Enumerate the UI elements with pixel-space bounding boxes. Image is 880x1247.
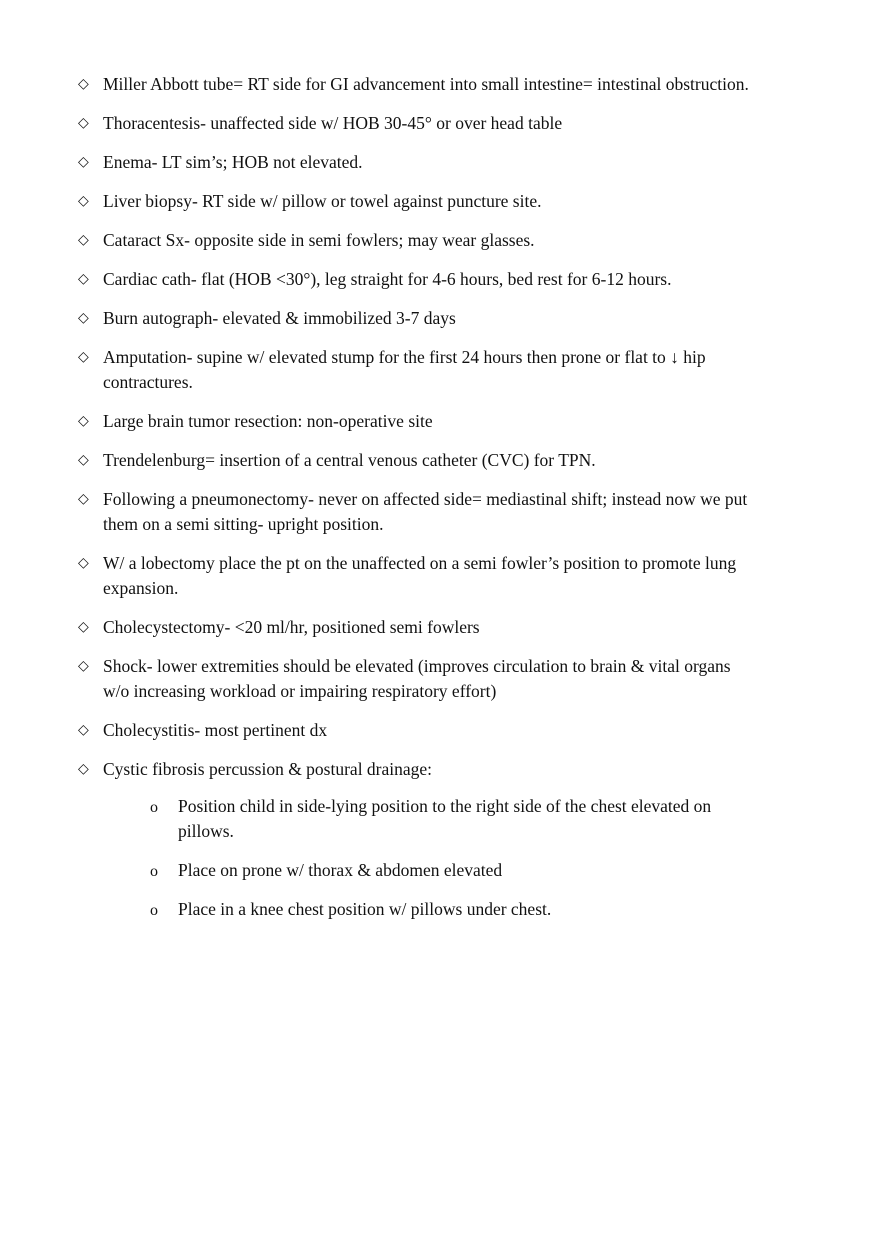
bullet-list (78, 72, 758, 936)
diamond-bullet-icon: ◇ (78, 452, 89, 468)
list-item (78, 448, 758, 473)
diamond-bullet-icon: ◇ (78, 115, 89, 131)
list-item-text: Large brain tumor resection: non-operative site (103, 411, 433, 431)
list-item-text: Cardiac cath- flat (HOB <30°), leg straight for 4-6 hours, bed rest for 6-12 hours. (103, 269, 672, 289)
list-item-text: Thoracentesis- unaffected side w/ HOB 30-45° or over head table (103, 113, 563, 133)
diamond-bullet-icon: ◇ (78, 761, 89, 777)
list-item-text: Cholecystitis- most pertinent dx (103, 720, 328, 740)
list-item-text: Cholecystectomy- <20 ml/hr, positioned semi fowlers (103, 617, 480, 637)
diamond-bullet-icon: ◇ (78, 658, 89, 674)
sub-list-item (126, 794, 758, 844)
sub-list-item-text: Place on prone w/ thorax & abdomen elevated (178, 860, 503, 880)
list-item (78, 551, 758, 601)
sub-list-item-text: Position child in side-lying position to the right side of the chest elevated on pillows. (178, 796, 712, 841)
diamond-bullet-icon: ◇ (78, 722, 89, 738)
list-item (78, 409, 758, 434)
list-item (78, 718, 758, 743)
list-item-text: Burn autograph- elevated & immobilized 3-7 days (103, 308, 456, 328)
diamond-bullet-icon: ◇ (78, 76, 89, 92)
sub-list-item-text: Place in a knee chest position w/ pillows under chest. (178, 899, 552, 919)
diamond-bullet-icon: ◇ (78, 619, 89, 635)
diamond-bullet-icon: ◇ (78, 232, 89, 248)
circle-bullet-icon: o (150, 902, 158, 919)
list-item (78, 72, 758, 97)
list-item (78, 150, 758, 175)
list-item (78, 487, 758, 537)
sub-list-item (126, 897, 758, 922)
sub-list-item (126, 858, 758, 883)
list-item-text: Cystic fibrosis percussion & postural drainage: (103, 759, 433, 779)
list-item-text: Amputation- supine w/ elevated stump for the first 24 hours then prone or flat to ↓ hip contractures. (103, 347, 706, 392)
list-item-text: W/ a lobectomy place the pt on the unaffected on a semi fowler’s position to promote lung expansion. (103, 553, 737, 598)
sub-bullet-list (99, 794, 758, 922)
list-item-text: Cataract Sx- opposite side in semi fowlers; may wear glasses. (103, 230, 535, 250)
diamond-bullet-icon: ◇ (78, 193, 89, 209)
list-item (78, 345, 758, 395)
list-item (78, 615, 758, 640)
list-item (78, 111, 758, 136)
list-item-text: Shock- lower extremities should be elevated (improves circulation to brain & vital organs w/o increasing workload or impairing respiratory effort) (103, 656, 731, 701)
list-item-text: Trendelenburg= insertion of a central venous catheter (CVC) for TPN. (103, 450, 596, 470)
list-item (78, 757, 758, 922)
diamond-bullet-icon: ◇ (78, 413, 89, 429)
list-item (78, 267, 758, 292)
list-item-text: Miller Abbott tube= RT side for GI advancement into small intestine= intestinal obstruction. (103, 74, 749, 94)
list-item-text: Following a pneumonectomy- never on affected side= mediastinal shift; instead now we put them on a semi sitting- upright position. (103, 489, 748, 534)
diamond-bullet-icon: ◇ (78, 491, 89, 507)
list-item (78, 306, 758, 331)
diamond-bullet-icon: ◇ (78, 310, 89, 326)
diamond-bullet-icon: ◇ (78, 349, 89, 365)
diamond-bullet-icon: ◇ (78, 555, 89, 571)
list-item (78, 654, 758, 704)
list-item (78, 228, 758, 253)
list-item (78, 189, 758, 214)
diamond-bullet-icon: ◇ (78, 154, 89, 170)
circle-bullet-icon: o (150, 799, 158, 816)
list-item-text: Liver biopsy- RT side w/ pillow or towel against puncture site. (103, 191, 542, 211)
diamond-bullet-icon: ◇ (78, 271, 89, 287)
list-item-text: Enema- LT sim’s; HOB not elevated. (103, 152, 363, 172)
circle-bullet-icon: o (150, 863, 158, 880)
